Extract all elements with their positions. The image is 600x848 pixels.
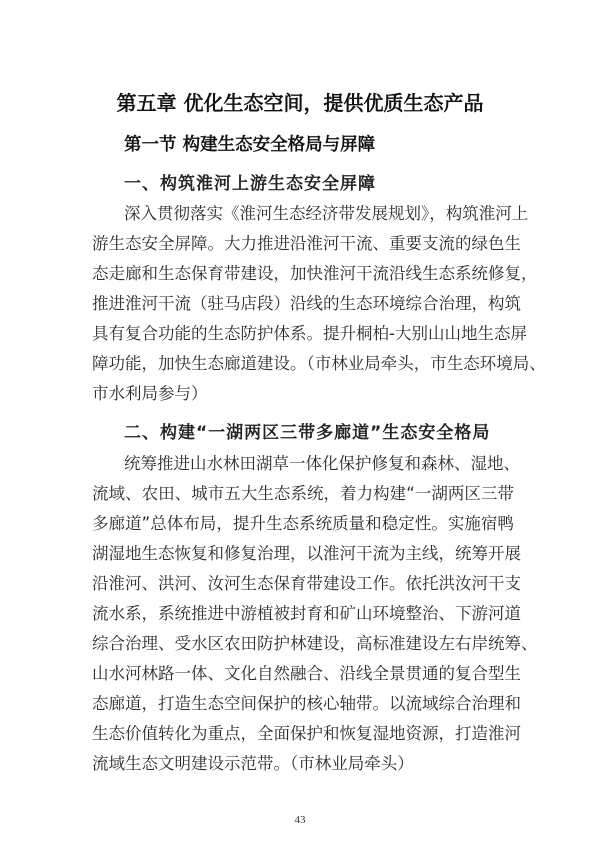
chapter-title: 第五章 优化生态空间，提供优质生态产品 [116, 91, 484, 115]
paragraph-line: 障功能，加快生态廊道建设。（市林业局牵头，市生态环境局、 [92, 354, 546, 373]
paragraph-line: 市水利局参与） [92, 384, 208, 403]
paragraph-line: 湖湿地生态恢复和修复治理，以淮河干流为主线，统筹开展 [92, 544, 521, 563]
paragraph-line: 沿淮河、洪河、汝河生态保育带建设工作。依托洪汝河干支 [92, 574, 521, 593]
paragraph-line: 流域、农田、城市五大生态系统，着力构建“一湖两区三带 [92, 484, 514, 503]
paragraph-1 [92, 199, 546, 409]
paragraph-line: 流水系，系统推进中游植被封育和矿山环境整治、下游河道 [92, 604, 521, 623]
subsection-heading-2: 二、构建“一湖两区三带多廊道”生态安全格局 [124, 423, 491, 443]
paragraph-line: 态走廊和生态保育带建设，加快淮河干流沿线生态系统修复， [92, 264, 538, 283]
paragraph-line: 多廊道”总体布局，提升生态系统质量和稳定性。实施宿鸭 [92, 514, 514, 533]
paragraph-line: 态廊道，打造生态空间保护的核心轴带。以流域综合治理和 [92, 694, 521, 713]
paragraph-2 [92, 449, 538, 779]
paragraph-line: 流域生态文明建设示范带。（市林业局牵头） [92, 754, 414, 773]
paragraph-line: 综合治理、受水区农田防护林建设，高标准建设左右岸统筹、 [92, 634, 538, 653]
paragraph-line: 山水河林路一体、文化自然融合、沿线全景贯通的复合型生 [92, 664, 521, 683]
section-title: 第一节 构建生态安全格局与屏障 [124, 135, 376, 155]
subsection-heading-1: 一、构筑淮河上游生态安全屏障 [124, 174, 376, 194]
paragraph-line: 具有复合功能的生态防护体系。提升桐柏-大别山山地生态屏 [92, 324, 527, 343]
page-number: 43 [294, 814, 306, 826]
paragraph-line: 统筹推进山水林田湖草一体化保护修复和森林、湿地、 [124, 454, 520, 473]
paragraph-line: 游生态安全屏障。大力推进沿淮河干流、重要支流的绿色生 [92, 234, 521, 253]
paragraph-line: 生态价值转化为重点，全面保护和恢复湿地资源，打造淮河 [92, 724, 521, 743]
paragraph-line: 深入贯彻落实《淮河生态经济带发展规划》，构筑淮河上 [124, 204, 529, 223]
paragraph-line: 推进淮河干流（驻马店段）沿线的生态环境综合治理，构筑 [92, 294, 521, 313]
